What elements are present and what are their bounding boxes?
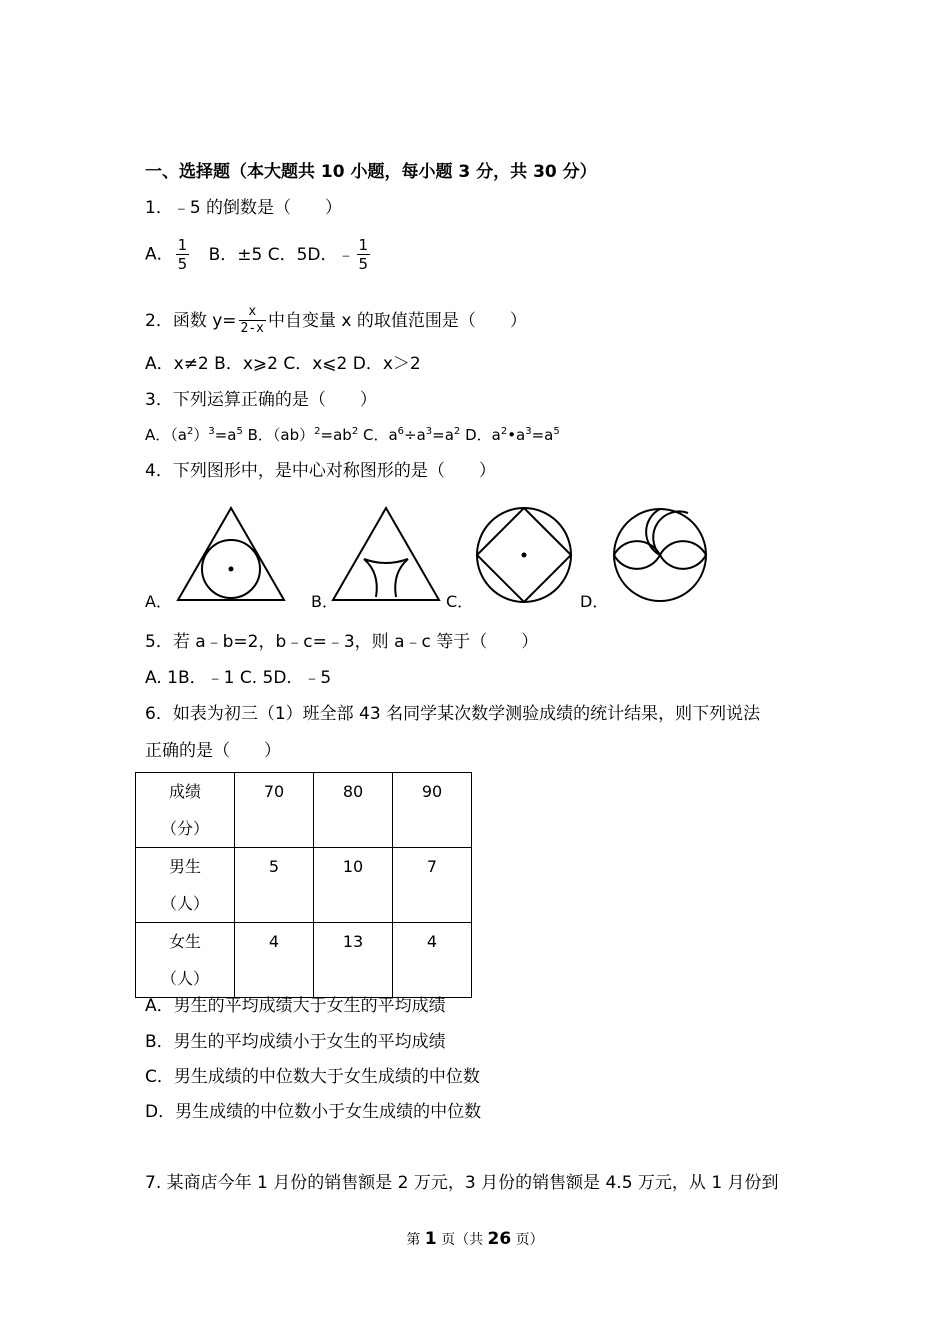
page-total: 26: [487, 1229, 512, 1249]
q2-suffix: 中自变量 x 的取值范围是（ ）: [268, 311, 527, 331]
q3-d-pre: D．a: [460, 426, 501, 444]
footer-mid: 页（共: [436, 1232, 488, 1248]
footer-post: 页）: [511, 1232, 544, 1248]
question-3-options: [145, 423, 560, 447]
q3-d-exp2: 3: [525, 426, 532, 437]
q3-a-exp1: 2: [186, 426, 194, 437]
question-6-stem-line-2: 正确的是（ ）: [145, 741, 281, 761]
triangle-arcs-figure: [330, 505, 442, 603]
q4-label-a: A．: [145, 592, 172, 611]
q3-c-mid: ÷a: [404, 426, 426, 444]
q6-option-a: A．男生的平均成绩大于女生的平均成绩: [145, 996, 446, 1016]
q3-c-exp1: 6: [397, 426, 405, 437]
q2-denominator: 2-x: [240, 321, 265, 336]
page-number: 1: [424, 1229, 437, 1249]
question-5-stem: 5．若 a﹣b=2，b﹣c=﹣3，则 a﹣c 等于（ ）: [145, 632, 539, 652]
table-cell: 7: [393, 848, 472, 923]
question-7-stem: 7. 某商店今年 1 月份的销售额是 2 万元，3 月份的销售额是 4.5 万元，从 1 月份到: [145, 1173, 779, 1193]
q1-option-a-fraction: [176, 236, 190, 273]
circle-square-figure: [472, 505, 576, 605]
question-2-stem: [145, 304, 527, 337]
table-row: [136, 848, 472, 923]
table-cell: 90: [393, 773, 472, 848]
q4-label-b: B．: [311, 592, 338, 611]
table-cell: 4: [235, 923, 314, 998]
question-1-options: [145, 236, 372, 273]
score-table: [135, 772, 472, 998]
q1-d-denominator: 5: [358, 255, 369, 273]
table-cell: 成绩 （分）: [136, 773, 235, 848]
table-cell: 4: [393, 923, 472, 998]
q6-option-b: B．男生的平均成绩小于女生的平均成绩: [145, 1032, 446, 1052]
q3-a-eq: =a: [214, 426, 237, 444]
question-3-stem: 3．下列运算正确的是（ ）: [145, 390, 377, 410]
table-cell: 5: [235, 848, 314, 923]
question-1-stem: 1．﹣5 的倒数是（ ）: [145, 198, 343, 218]
q6-option-c: C．男生成绩的中位数大于女生成绩的中位数: [145, 1067, 480, 1087]
table-cell: 男生 （人）: [136, 848, 235, 923]
q4-label-c: C．: [446, 592, 474, 611]
q2-fraction: [239, 304, 266, 337]
q3-d-mid: •a: [507, 426, 526, 444]
footer-pre: 第: [406, 1232, 425, 1248]
q1-option-a-label: A．: [145, 244, 174, 265]
q3-c-pre: C．a: [358, 426, 398, 444]
q3-b-pre: B．（ab）: [242, 426, 315, 444]
q1-option-bcd: B．±5 C．5D．﹣: [208, 244, 355, 265]
table-cell: 70: [235, 773, 314, 848]
question-5-options: A. 1B．﹣1 C. 5D．﹣5: [145, 668, 332, 688]
question-6-stem-line-1: 6．如表为初三（1）班全部 43 名同学某次数学测验成绩的统计结果，则下列说法: [145, 704, 761, 724]
q2-numerator: x: [239, 304, 266, 321]
q3-b-exp2: 2: [351, 426, 359, 437]
table-cell: 80: [314, 773, 393, 848]
q3-c-exp2: 3: [425, 426, 433, 437]
triangle-incircle-figure: [175, 505, 287, 603]
question-2-options: A．x≠2 B．x⩾2 C．x⩽2 D．x＞2: [145, 354, 421, 374]
table-cell: 10: [314, 848, 393, 923]
q3-b-eq: =ab: [320, 426, 352, 444]
q3-b-exp1: 2: [314, 426, 321, 437]
q3-c-eq: =a: [432, 426, 454, 444]
q3-d-exp3: 5: [553, 426, 560, 437]
page-footer: [0, 1229, 950, 1249]
question-4-stem: 4．下列图形中，是中心对称图形的是（ ）: [145, 461, 496, 481]
q2-prefix: 2．函数 y=: [145, 311, 237, 331]
q3-d-exp1: 2: [500, 426, 508, 437]
q3-c-exp3: 2: [453, 426, 461, 437]
q4-label-d: D．: [580, 592, 609, 611]
q1-d-numerator: 1: [358, 236, 369, 254]
q3-a-exp3: 5: [236, 426, 243, 437]
q3-a-mid: ）: [193, 426, 209, 444]
q3-a-exp2: 3: [208, 426, 215, 437]
table-row: [136, 773, 472, 848]
q1-a-numerator: 1: [177, 236, 188, 254]
section-title: 一、选择题（本大题共 10 小题，每小题 3 分，共 30 分）: [145, 162, 597, 182]
table-cell: 女生 （人）: [136, 923, 235, 998]
q1-option-d-fraction: [357, 236, 371, 273]
circle-petals-figure: [610, 505, 710, 605]
table-cell: 13: [314, 923, 393, 998]
table-row: [136, 923, 472, 998]
q6-option-d: D．男生成绩的中位数小于女生成绩的中位数: [145, 1102, 482, 1122]
q1-a-denominator: 5: [177, 255, 188, 273]
q3-a-pre: A．（a: [145, 426, 187, 444]
q3-d-eq: =a: [531, 426, 554, 444]
